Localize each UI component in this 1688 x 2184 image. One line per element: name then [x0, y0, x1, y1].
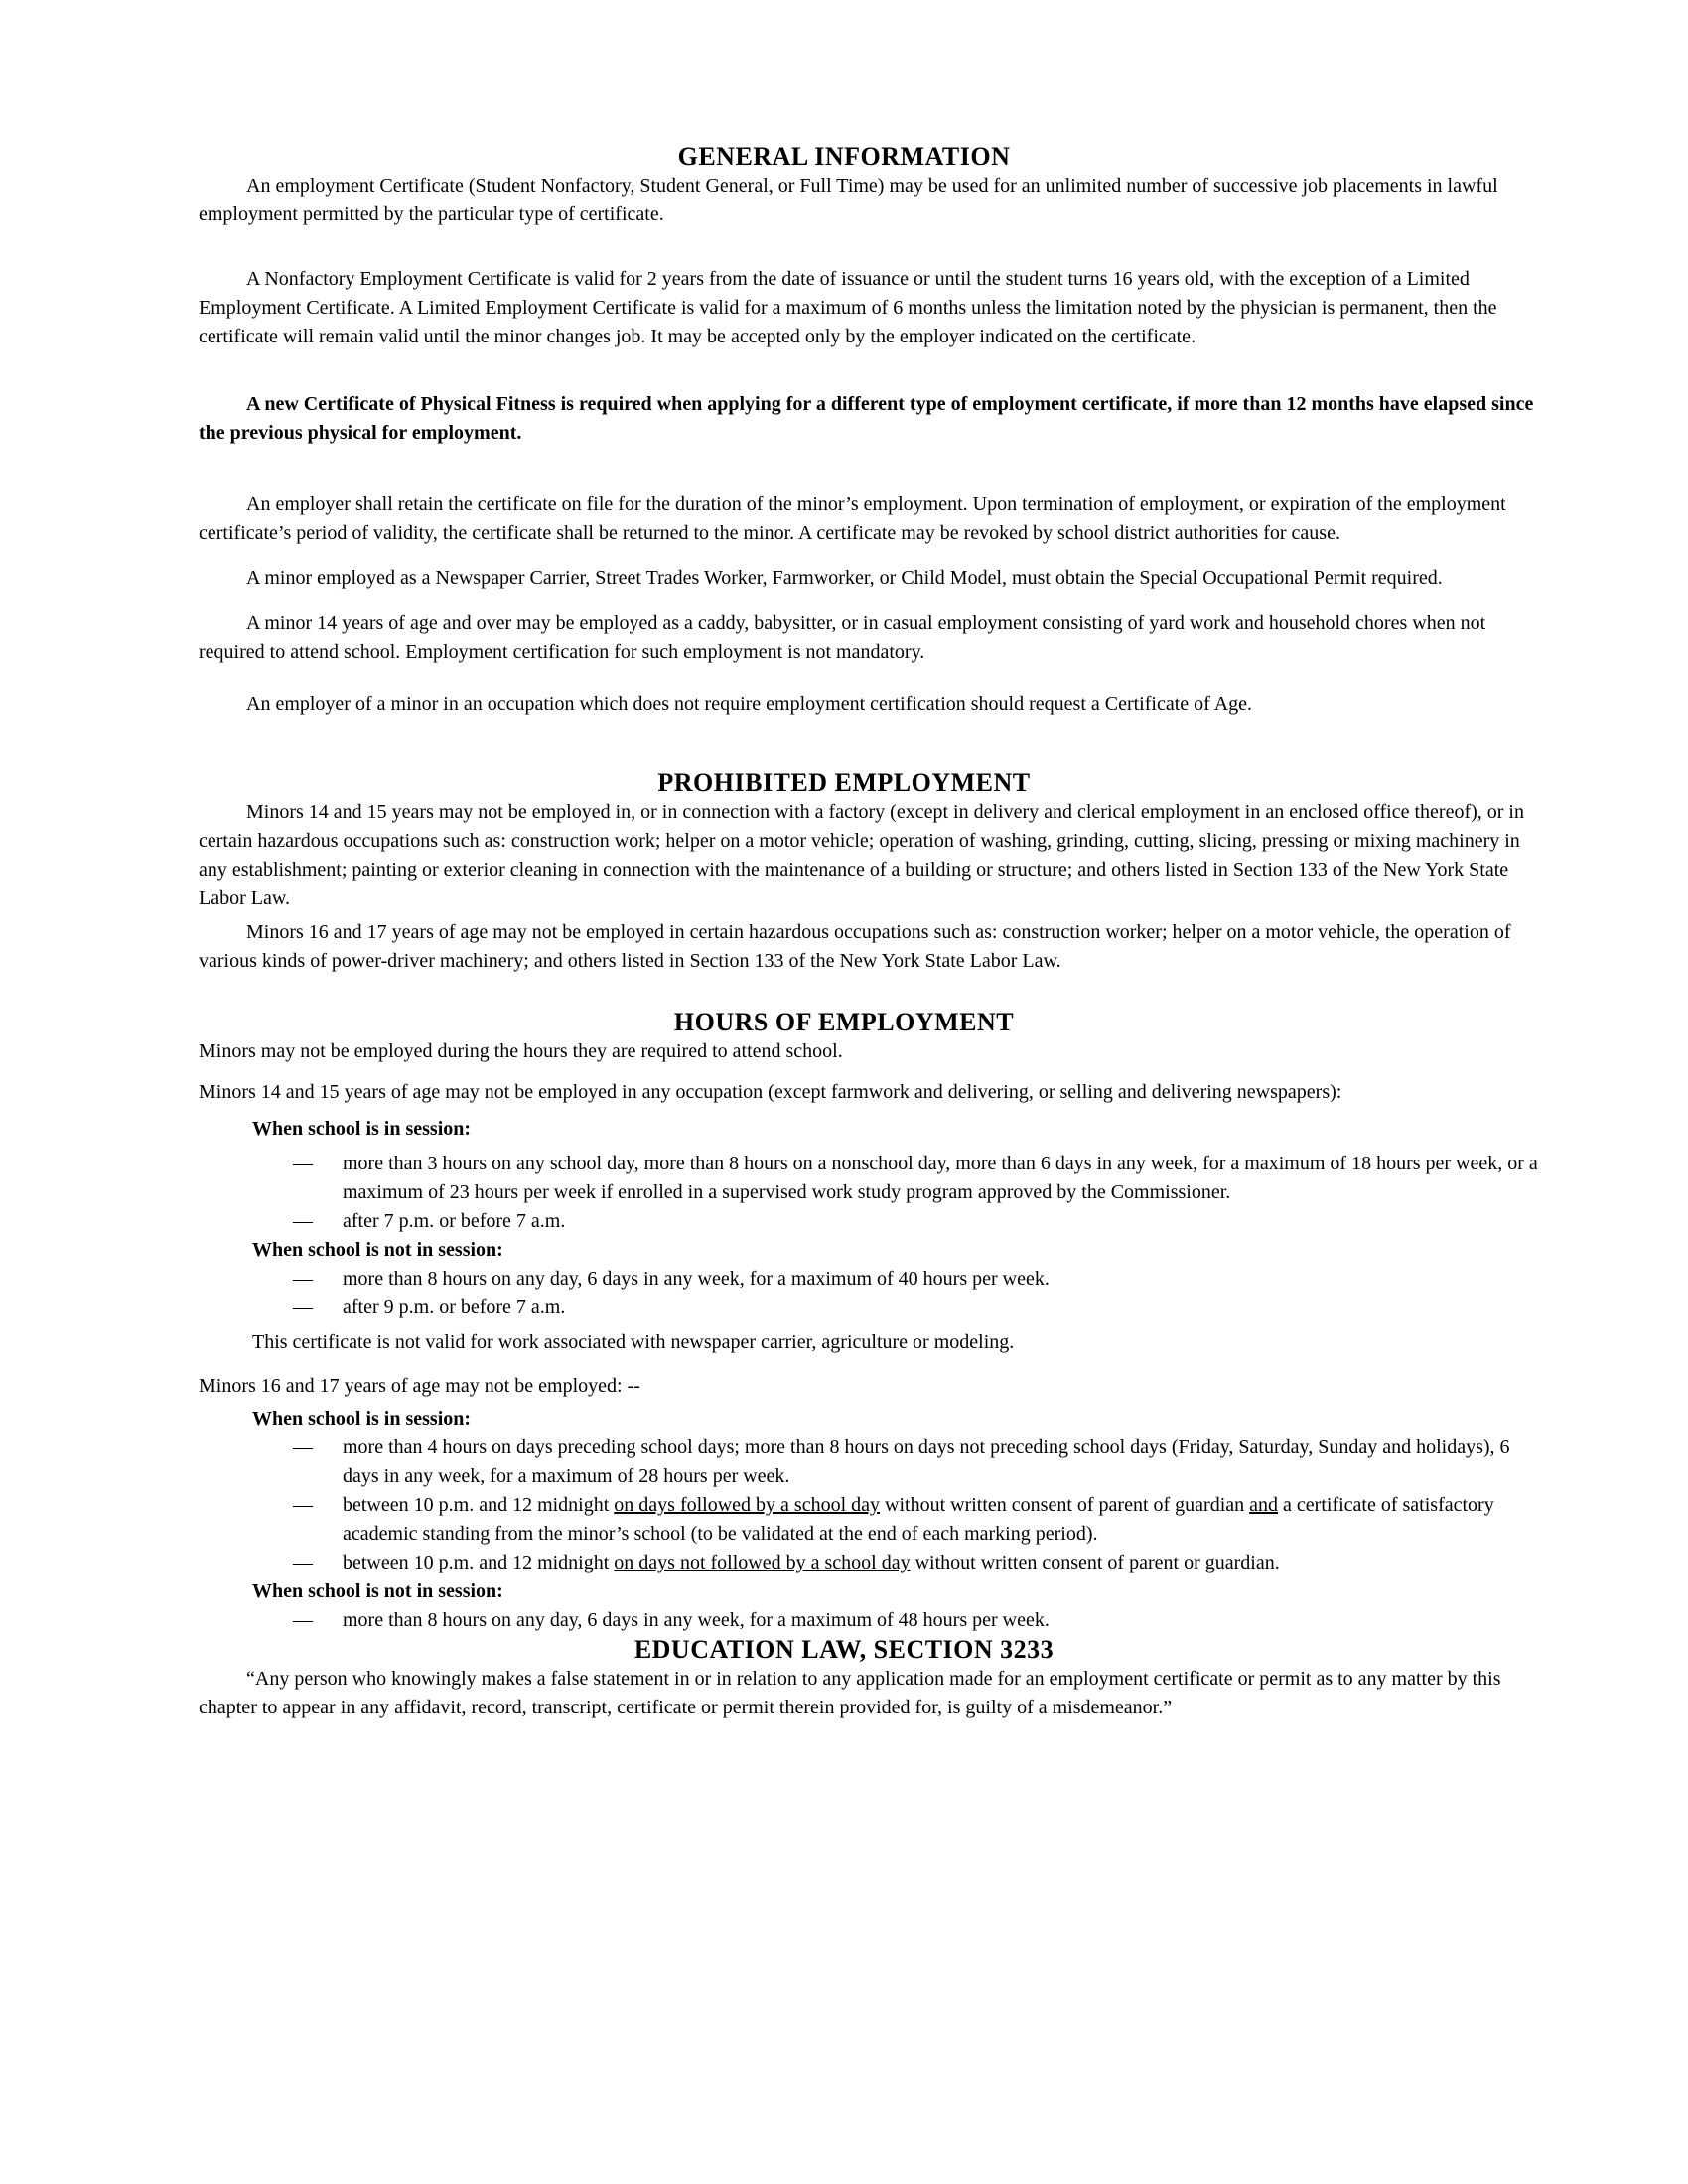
- list-item: [199, 1294, 1549, 1322]
- dash-bullet: —: [293, 1494, 313, 1516]
- para-minors-16-17-prohibited: Minors 16 and 17 years of age may not be employed in certain hazardous occupations such as: construction worker; helper on a motor vehicle, the operation of various kinds of power-driver machinery; and others listed in Section 133 of the New York State Labor Law.: [199, 921, 1511, 972]
- subheading-not-in-session-1: When school is not in session:: [252, 1239, 503, 1261]
- list-item-text: more than 4 hours on days preceding school days; more than 8 hours on days not preceding school days (Friday, Saturday, Sunday and holidays), 6 days in any week, for a maximum of 28 hours per week.: [343, 1436, 1510, 1487]
- dash-bullet: —: [293, 1436, 313, 1458]
- para-hours-school-required: Minors may not be employed during the hours they are required to attend school.: [199, 1040, 843, 1062]
- para-special-occupational-permit: A minor employed as a Newspaper Carrier, Street Trades Worker, Farmworker, or Child Model, must obtain the Special Occupational Permit required.: [246, 567, 1443, 589]
- para-minors-16-17-hours-intro: Minors 16 and 17 years of age may not be employed: --: [199, 1375, 640, 1397]
- list-item: [199, 1491, 1549, 1549]
- list-item: [199, 1606, 1549, 1635]
- list-item-text: more than 8 hours on any day, 6 days in any week, for a maximum of 40 hours per week.: [343, 1268, 1050, 1290]
- list-item-text: [343, 1491, 1549, 1549]
- list-item: [199, 1433, 1549, 1491]
- heading-prohibited-employment: PROHIBITED EMPLOYMENT: [657, 768, 1031, 797]
- para-physical-fitness-bold: A new Certificate of Physical Fitness is required when applying for a different type of employment certificate, if more than 12 months have elapsed since the previous physical for employment.: [199, 393, 1534, 444]
- para-false-statement-misdemeanor: “Any person who knowingly makes a false statement in or in relation to any application made for an employment certificate or permit as to any matter by this chapter to appear in any affidavit, record, transcript, certificate or permit therein provided for, is guilty of a misdemeanor.”: [199, 1668, 1501, 1718]
- underlined-text-segment: on days not followed by a school day: [614, 1552, 911, 1573]
- text-segment: without written consent of parent or guardian.: [910, 1552, 1280, 1573]
- dash-bullet: —: [293, 1609, 313, 1631]
- para-nonfactory-validity: A Nonfactory Employment Certificate is valid for 2 years from the date of issuance or until the student turns 16 years old, with the exception of a Limited Employment Certificate. A Limited Employment Certificate is valid for a maximum of 6 months unless the limitation noted by the physician is permanent, then the certificate will remain valid until the minor changes job. It may be accepted only by the employer indicated on the certificate.: [199, 268, 1497, 347]
- list-item: [199, 1549, 1549, 1577]
- dash-bullet: —: [293, 1552, 313, 1573]
- para-minors-14-15-hours-intro: Minors 14 and 15 years of age may not be employed in any occupation (except farmwork and delivering, or selling and delivering newspapers):: [199, 1081, 1342, 1103]
- list-item-text: [343, 1549, 1549, 1577]
- list-item-text: after 7 p.m. or before 7 a.m.: [343, 1210, 566, 1232]
- dash-bullet: —: [293, 1268, 313, 1290]
- text-segment: between 10 p.m. and 12 midnight: [343, 1552, 615, 1573]
- para-employer-retain: An employer shall retain the certificate on file for the duration of the minor’s employment. Upon termination of employment, or expiration of the employment certificate’s period of validity, the certificate shall be returned to the minor. A certificate may be revoked by school district authorities for cause.: [199, 493, 1506, 544]
- text-segment: without written consent of parent of guardian: [880, 1494, 1250, 1516]
- underlined-text-segment: on days followed by a school day: [614, 1494, 881, 1516]
- para-minor-14-casual: A minor 14 years of age and over may be employed as a caddy, babysitter, or in casual employment consisting of yard work and household chores when not required to attend school. Employment certification for such employment is not mandatory.: [199, 613, 1486, 663]
- list-item-text: more than 8 hours on any day, 6 days in any week, for a maximum of 48 hours per week.: [343, 1609, 1050, 1631]
- para-employment-certificate-use: An employment Certificate (Student Nonfactory, Student General, or Full Time) may be used for an unlimited number of successive job placements in lawful employment permitted by the particular type of certificate.: [199, 175, 1498, 225]
- para-certificate-of-age: An employer of a minor in an occupation which does not require employment certification should request a Certificate of Age.: [246, 693, 1253, 715]
- list-item-text: more than 3 hours on any school day, more than 8 hours on a nonschool day, more than 6 days in any week, for a maximum of 18 hours per week, or a maximum of 23 hours per week if enrolled in a supervised work study program approved by the Commissioner.: [343, 1153, 1538, 1203]
- para-minors-14-15-prohibited: Minors 14 and 15 years may not be employed in, or in connection with a factory (except in delivery and clerical employment in an enclosed office thereof), or in certain hazardous occupations such as: construction work; helper on a motor vehicle; operation of washing, grinding, cutting, slicing, pressing or mixing machinery in any establishment; painting or exterior cleaning in connection with the maintenance of a building or structure; and others listed in Section 133 of the New York State Labor Law.: [199, 801, 1524, 909]
- list-item: [199, 1207, 1549, 1236]
- underlined-text-segment: and: [1249, 1494, 1279, 1516]
- heading-education-law-3233: EDUCATION LAW, SECTION 3233: [633, 1635, 1055, 1664]
- list-item-text: after 9 p.m. or before 7 a.m.: [343, 1297, 566, 1318]
- heading-general-information: GENERAL INFORMATION: [677, 142, 1011, 171]
- dash-bullet: —: [293, 1210, 313, 1232]
- text-segment: between 10 p.m. and 12 midnight: [343, 1494, 615, 1516]
- list-item: [199, 1265, 1549, 1294]
- heading-hours-of-employment: HOURS OF EMPLOYMENT: [673, 1008, 1015, 1036]
- subheading-in-session-2: When school is in session:: [252, 1408, 472, 1430]
- dash-bullet: —: [293, 1153, 313, 1174]
- list-item: [199, 1150, 1549, 1207]
- subheading-not-in-session-2: When school is not in session:: [252, 1580, 503, 1602]
- dash-bullet: —: [293, 1297, 313, 1318]
- subheading-in-session-1: When school is in session:: [252, 1118, 472, 1140]
- text-segment: a certificate of satisfactory academic standing from the minor’s school (to be validated at the end of each marking period).: [343, 1494, 1494, 1545]
- para-certificate-not-valid-note: This certificate is not valid for work associated with newspaper carrier, agriculture or modeling.: [252, 1331, 1015, 1353]
